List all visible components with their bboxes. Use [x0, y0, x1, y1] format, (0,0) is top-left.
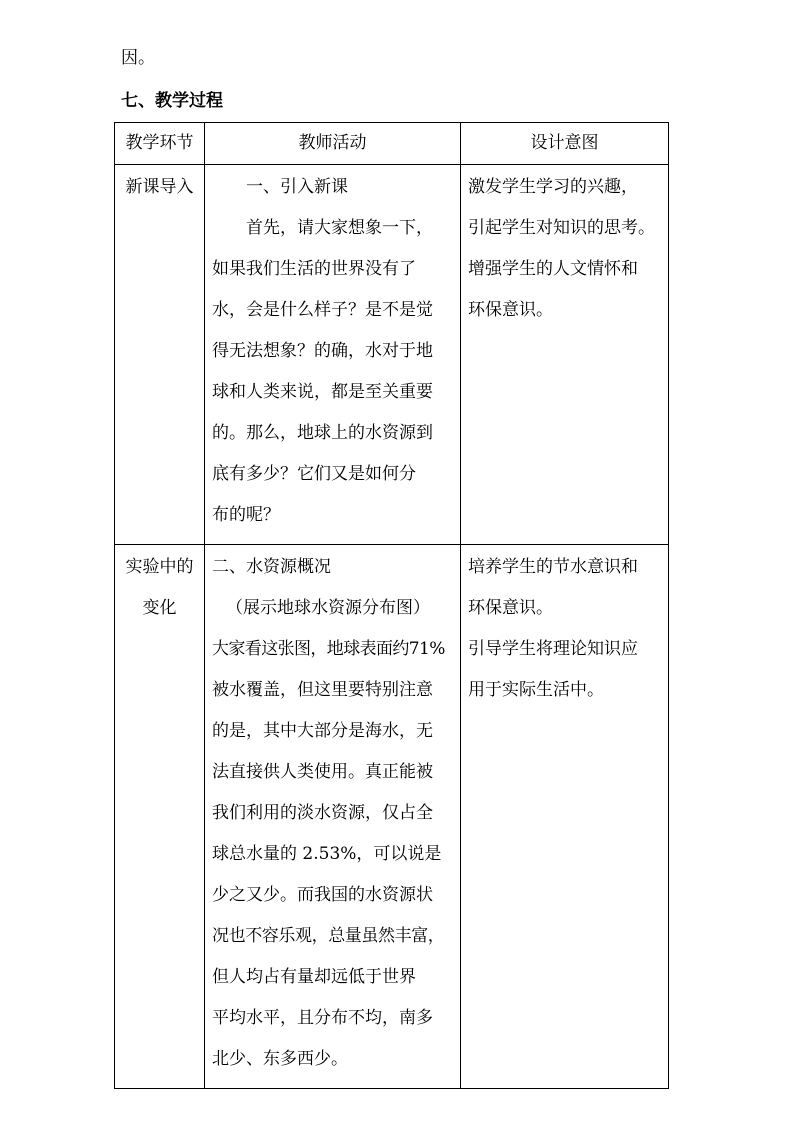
activity-line: 北少、东多西少。 — [212, 1049, 348, 1069]
intent-line: 环保意识。 — [468, 598, 553, 618]
intent-line: 增强学生的人文情怀和 — [468, 259, 638, 279]
activity-subheading: 二、水资源概况 — [212, 557, 331, 577]
activity-line: 得无法想象？的确，水对于地 — [212, 341, 433, 361]
activity-line: 平均水平，且分布不均，南多 — [212, 1008, 433, 1028]
stage-label: 新课导入 — [125, 177, 194, 197]
preceding-text-fragment: 因。 — [121, 48, 155, 68]
design-intent-cell — [461, 165, 669, 545]
stage-cell — [115, 165, 205, 545]
header-stage: 教学环节 — [115, 123, 205, 165]
activity-line: 况也不容乐观，总量虽然丰富， — [212, 926, 445, 946]
table-row — [115, 165, 669, 545]
activity-subheading: 一、引入新课 — [246, 177, 348, 197]
activity-line: 被水覆盖，但这里要特别注意 — [212, 680, 433, 700]
activity-line: 法直接供人类使用。真正能被 — [212, 762, 433, 782]
intent-line: 培养学生的节水意识和 — [468, 557, 638, 577]
activity-line: 大家看这张图，地球表面约71% — [212, 639, 445, 659]
intent-line: 引起学生对知识的思考。 — [468, 218, 655, 238]
table-row — [115, 545, 669, 1089]
activity-line: 底有多少？它们又是如何分 — [212, 464, 416, 484]
activity-line: 的是，其中大部分是海水，无 — [212, 721, 433, 741]
teacher-activity-cell — [205, 165, 461, 545]
activity-line: （展示地球水资源分布图） — [226, 598, 430, 618]
intent-line: 引导学生将理论知识应 — [468, 639, 638, 659]
activity-line: 布的呢？ — [212, 505, 280, 525]
activity-line: 少之又少。而我国的水资源状 — [212, 885, 433, 905]
teacher-activity-cell — [205, 545, 461, 1089]
stage-label: 变化 — [142, 598, 177, 618]
header-teacher-activity: 教师活动 — [205, 123, 461, 165]
activity-line: 的。那么，地球上的水资源到 — [212, 423, 433, 443]
stage-label: 实验中的 — [125, 557, 194, 577]
activity-line: 但人均占有量却远低于世界 — [212, 967, 416, 987]
header-design-intent: 设计意图 — [461, 123, 669, 165]
design-intent-cell — [461, 545, 669, 1089]
activity-line: 我们利用的淡水资源，仅占全 — [212, 803, 433, 823]
section-heading: 七、教学过程 — [121, 91, 223, 111]
teaching-process-table — [114, 122, 669, 1089]
activity-line: 球总水量的 2.53%，可以说是 — [212, 844, 442, 864]
intent-line: 环保意识。 — [468, 300, 553, 320]
intent-line: 用于实际生活中。 — [468, 680, 604, 700]
activity-line: 水，会是什么样子？是不是觉 — [212, 300, 433, 320]
activity-line: 球和人类来说，都是至关重要 — [212, 382, 433, 402]
activity-line: 首先，请大家想象一下， — [246, 218, 433, 238]
activity-line: 如果我们生活的世界没有了 — [212, 259, 416, 279]
table-header-row — [115, 123, 669, 165]
stage-cell — [115, 545, 205, 1089]
intent-line: 激发学生学习的兴趣， — [468, 177, 638, 197]
